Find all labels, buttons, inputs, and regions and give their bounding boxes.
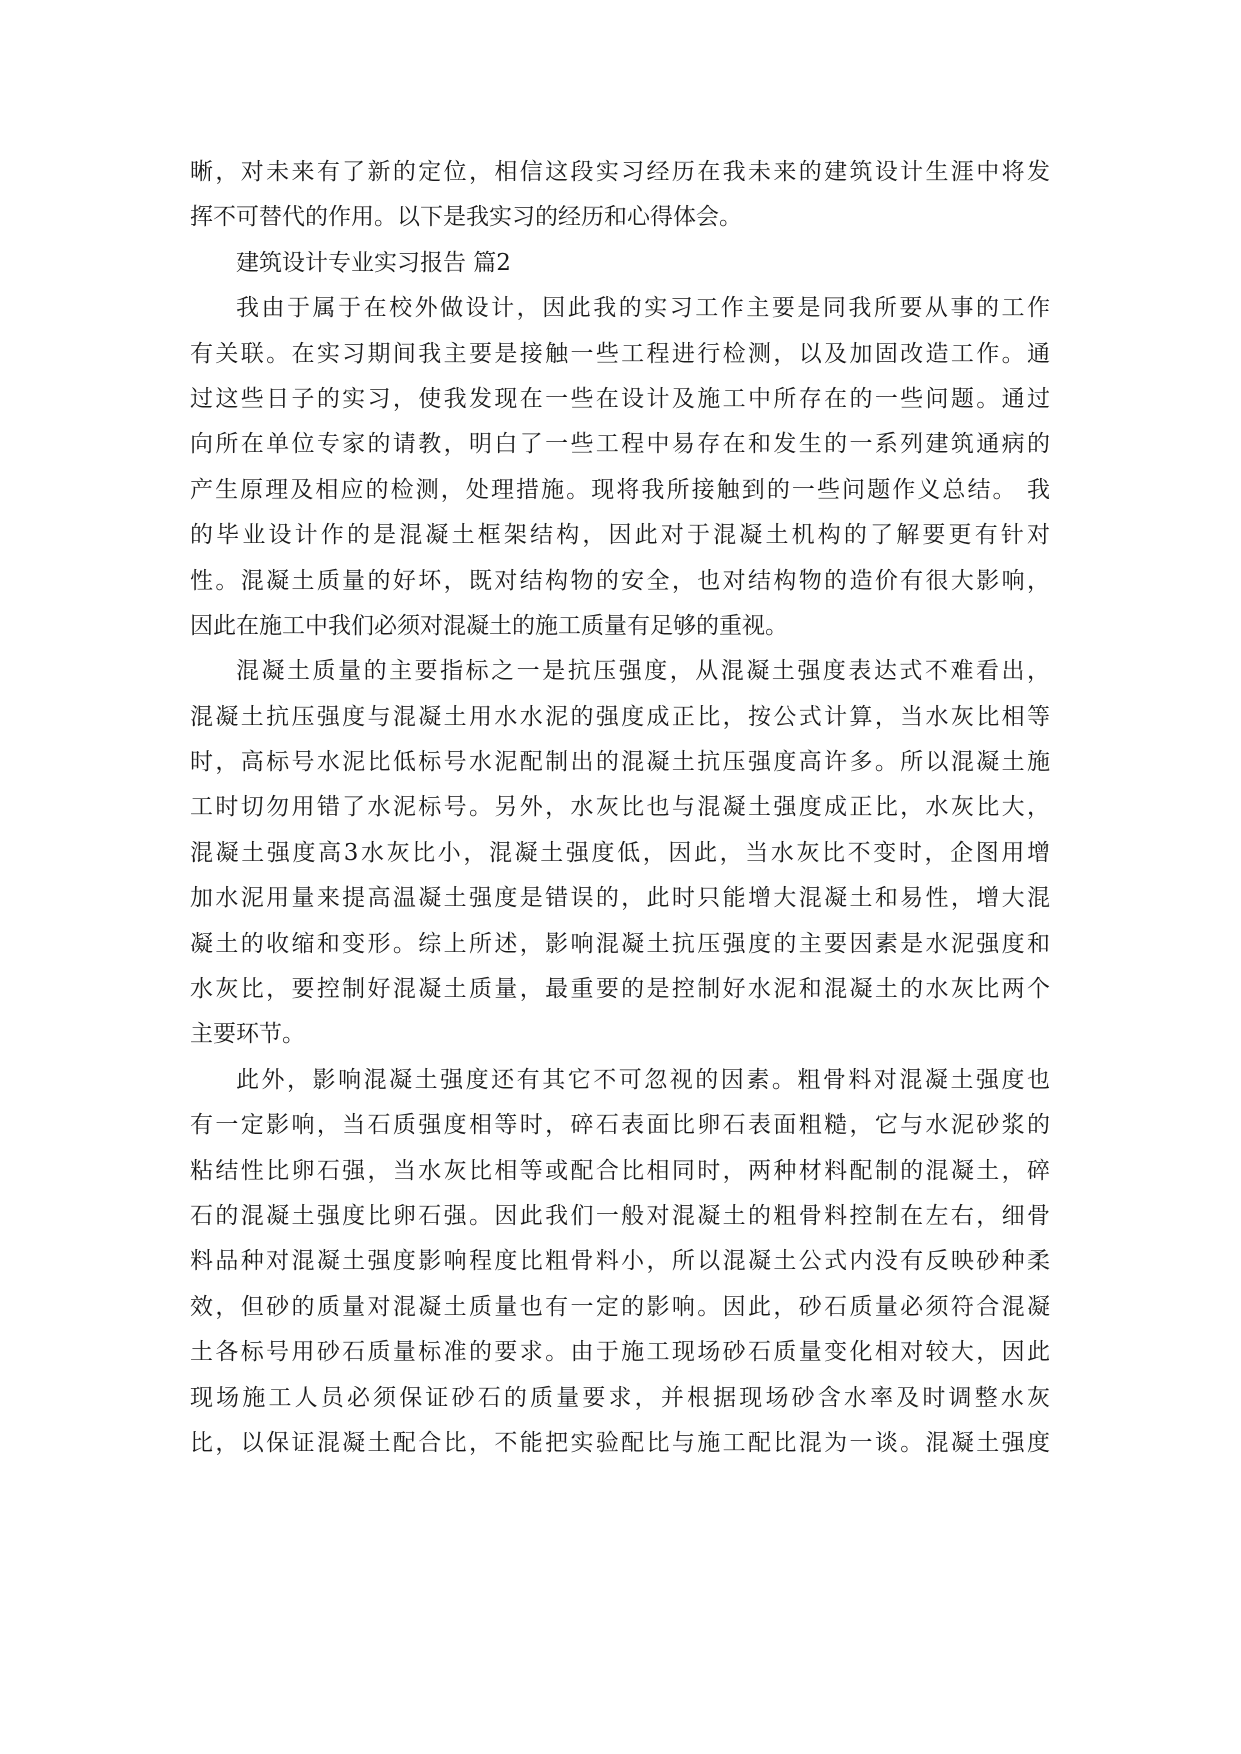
section-heading: 建筑设计专业实习报告 篇2 <box>236 249 511 276</box>
text-line: 主要环节。 <box>190 1021 305 1048</box>
document-body <box>190 150 1050 1466</box>
text-line: 性。混凝土质量的好坏，既对结构物的安全，也对结构物的造价有很大影响， <box>190 567 1050 594</box>
text-line: 料品种对混凝土强度影响程度比粗骨料小，所以混凝土公式内没有反映砂种柔 <box>190 1248 1050 1275</box>
text-line: 时，高标号水泥比低标号水泥配制出的混凝土抗压强度高许多。所以混凝土施 <box>190 749 1050 776</box>
text-line: 的毕业设计作的是混凝土框架结构，因此对于混凝土机构的了解要更有针对 <box>190 522 1050 549</box>
text-line: 水灰比，要控制好混凝土质量，最重要的是控制好水泥和混凝土的水灰比两个 <box>190 976 1050 1003</box>
text-line: 凝土的收缩和变形。综上所述，影响混凝土抗压强度的主要因素是水泥强度和 <box>190 930 1050 957</box>
text-line: 混凝土质量的主要指标之一是抗压强度，从混凝土强度表达式不难看出， <box>236 658 1050 685</box>
text-line: 工时切勿用错了水泥标号。另外，水灰比也与混凝土强度成正比，水灰比大， <box>190 794 1050 821</box>
text-line: 有关联。在实习期间我主要是接触一些工程进行检测，以及加固改造工作。通 <box>190 340 1050 367</box>
text-line: 因此在施工中我们必须对混凝土的施工质量有足够的重视。 <box>190 612 788 639</box>
text-line: 比，以保证混凝土配合比，不能把实验配比与施工配比混为一谈。混凝土强度 <box>190 1429 1050 1456</box>
text-line: 加水泥用量来提高温凝土强度是错误的，此时只能增大混凝土和易性，增大混 <box>190 885 1050 912</box>
text-line: 过这些日子的实习，使我发现在一些在设计及施工中所存在的一些问题。通过 <box>190 385 1050 412</box>
text-line: 有一定影响，当石质强度相等时，碎石表面比卵石表面粗糙，它与水泥砂浆的 <box>190 1112 1050 1139</box>
text-line: 土各标号用砂石质量标准的要求。由于施工现场砂石质量变化相对较大，因此 <box>190 1339 1050 1366</box>
text-line: 石的混凝土强度比卵石强。因此我们一般对混凝土的粗骨料控制在左右，细骨 <box>190 1202 1050 1229</box>
text-line: 现场施工人员必须保证砂石的质量要求，并根据现场砂含水率及时调整水灰 <box>190 1384 1050 1411</box>
text-line: 混凝土抗压强度与混凝土用水水泥的强度成正比，按公式计算，当水灰比相等 <box>190 703 1050 730</box>
text-line: 晰，对未来有了新的定位，相信这段实习经历在我未来的建筑设计生涯中将发 <box>190 159 1050 185</box>
text-line: 产生原理及相应的检测，处理措施。现将我所接触到的一些问题作义总结。 我 <box>190 476 1050 503</box>
text-line: 混凝土强度高3水灰比小，混凝土强度低，因此，当水灰比不变时，企图用增 <box>190 839 1050 866</box>
text-line: 挥不可替代的作用。以下是我实习的经历和心得体会。 <box>190 204 742 231</box>
text-line: 向所在单位专家的请教，明白了一些工程中易存在和发生的一系列建筑通病的 <box>190 431 1050 458</box>
text-line: 此外，影响混凝土强度还有其它不可忽视的因素。粗骨料对混凝土强度也 <box>236 1066 1050 1093</box>
text-line: 效，但砂的质量对混凝土质量也有一定的影响。因此，砂石质量必须符合混凝 <box>190 1293 1050 1320</box>
text-line: 我由于属于在校外做设计，因此我的实习工作主要是同我所要从事的工作 <box>236 295 1050 322</box>
text-line: 粘结性比卵石强，当水灰比相等或配合比相同时，两种材料配制的混凝土，碎 <box>190 1157 1050 1184</box>
